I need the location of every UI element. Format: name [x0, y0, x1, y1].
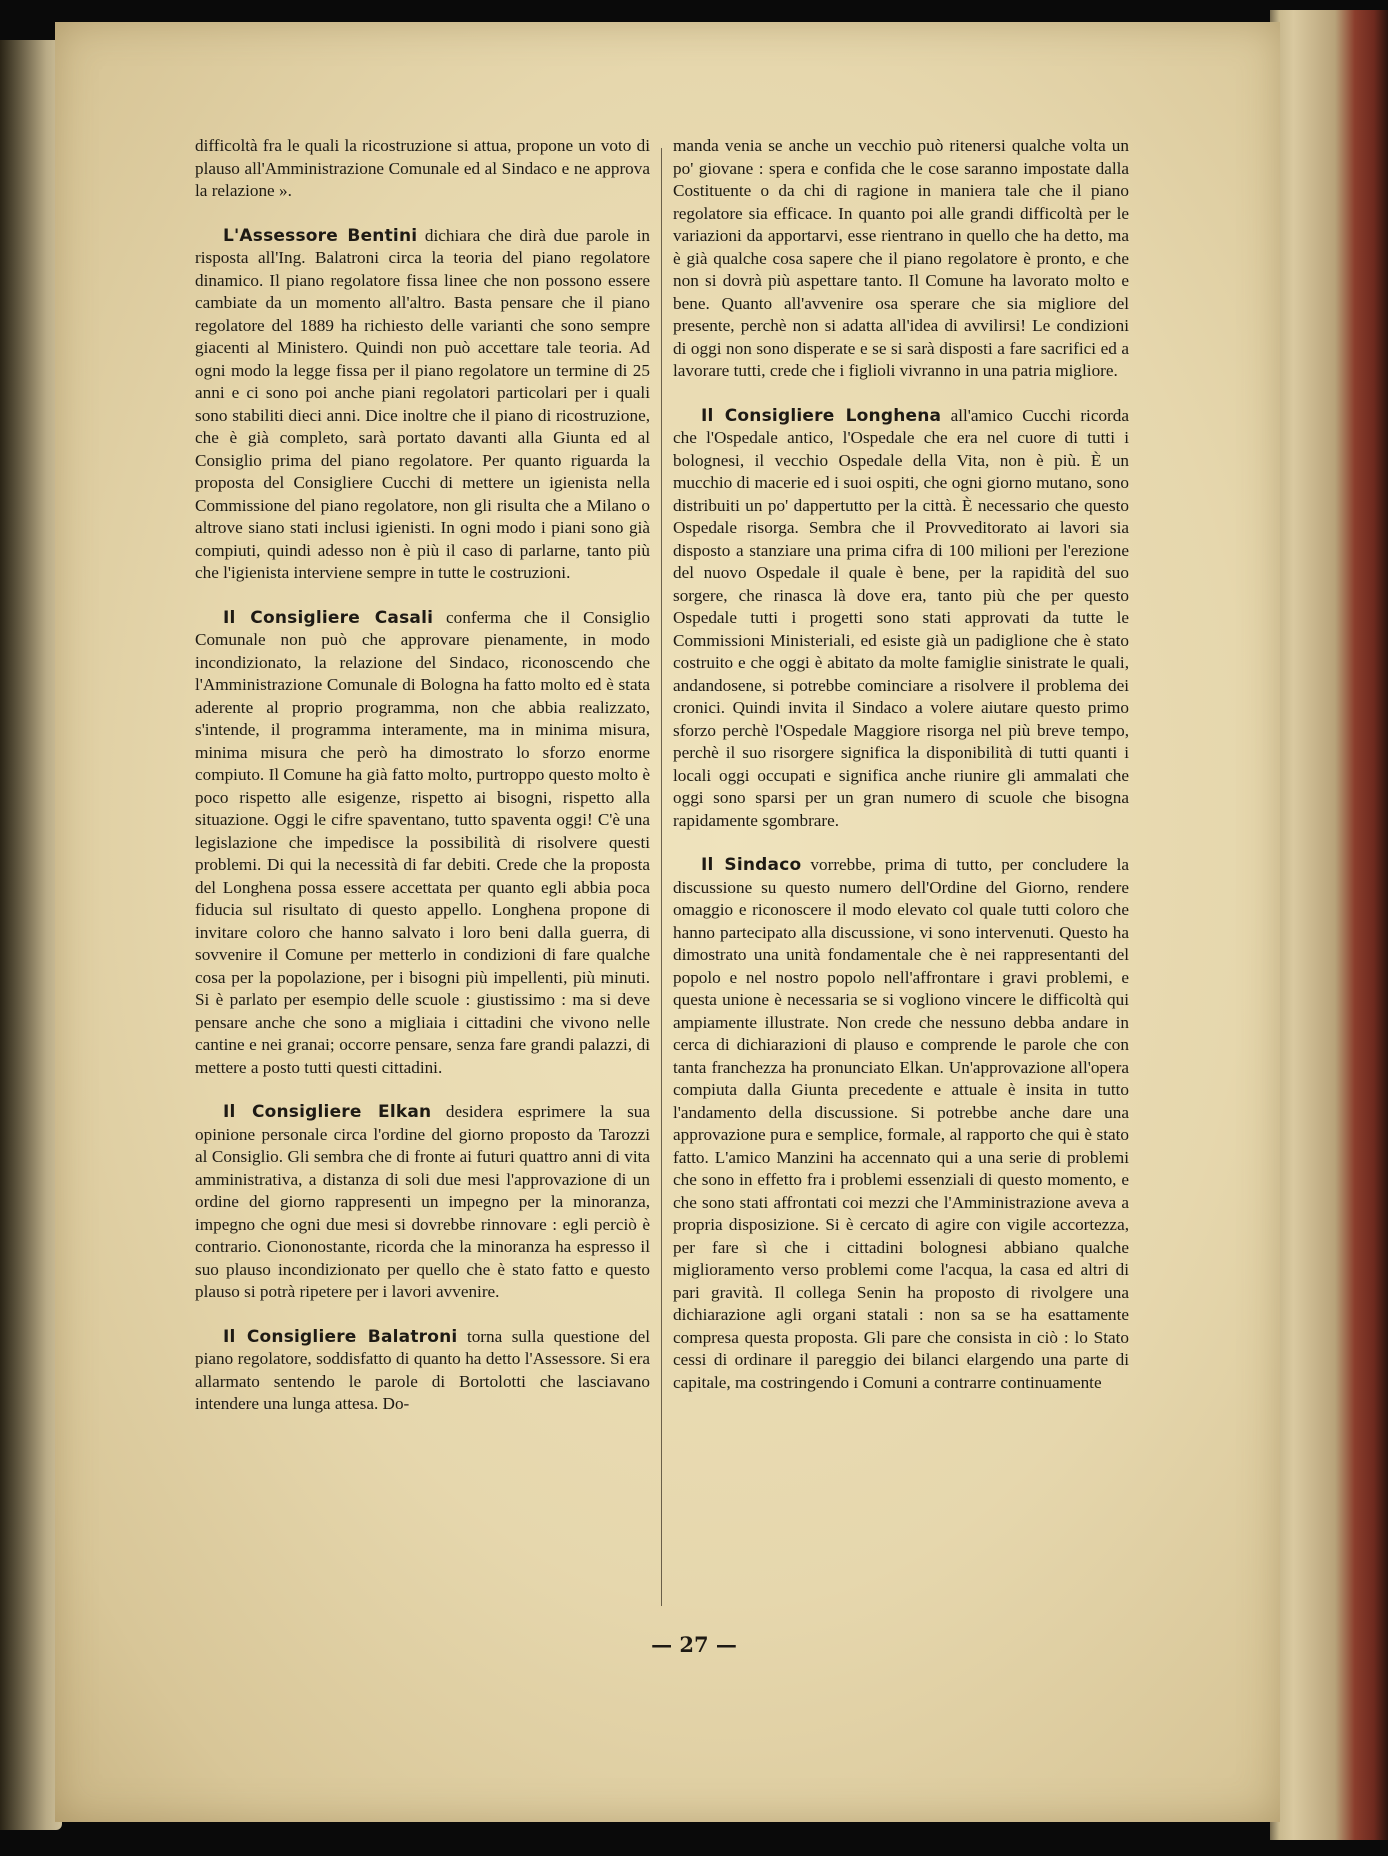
speaker-name: Il Sindaco [701, 855, 802, 875]
speaker-name: L'Assessore Bentini [223, 225, 418, 246]
speaker-name: Il Consigliere Balatroni [223, 1326, 458, 1347]
paragraph: Il Sindaco vorrebbe, prima di tutto, per concludere la discussione su questo numero dell'Ordine del Giorno, rendere omaggio e riconoscere il modo elevato col quale tutti coloro che hanno partecipato alla discussione, vi sono intervenuti. Questo ha dimostrato una unità fondamentale che è nei rappresentanti del popolo e nel nostro popolo nell'affrontare i gravi problemi, e questa unione è necessaria se si vogliono vincere le difficoltà qui ampiamente illustrate. Non crede che nessuno debba andare in cerca di dichiarazioni di plauso e comprende le parole che con tanta franchezza ha pronunciato Elkan. Un'approvazione all'opera compiuta dalla Giunta precedente e attuale è insita in tutto l'andamento della discussione. Si potrebbe anche dare una approvazione pura e semplice, formale, al rapporto che qui è stato fatto. L'amico Manzini ha accennato qui a una serie di problemi che sono in effetto fra i problemi essenziali di questo momento, e che sono stati affrontati coi mezzi che l'Amministrazione aveva a propria disposizione. Si è cercato di agire con vigile accortezza, per fare sì che i cittadini bolognesi abbiano qualche miglioramento verso problemi come l'acqua, la casa ed altri di pari gravità. Il collega Senin ha proposto di rivolgere una dichiarazione agli organi statali : non sa se ha esattamente compresa questa proposta. Gli pare che consista in ciò : lo Stato cessi di ordinare il pareggio dei bilanci elargendo una parte di capitale, ma costringendo i Comuni a contrarre continuamente [673, 855, 1129, 1392]
book-edge-right [1270, 10, 1388, 1840]
paragraph: manda venia se anche un vecchio può ritenersi qualche volta un po' giovane : spera e confida che le cose saranno impostate dalla Costituente o da chi di ragione in maniera tale che il piano regolatore sia efficace. In quanto poi alle grandi difficoltà per le variazioni da apportarvi, esse rientrano in quello che ha detto, ma è già qualche cosa sapere che il piano regolatore è pronto, e che non si dovrà più aspettare tanto. Il Comune ha lavorato molto e bene. Quanto all'avvenire osa sperare che sia migliore del presente, perchè non si adatta all'idea di avvilirsi! Le condizioni di oggi non sono disperate e se si sarà disposti a fare sacrifici ed a lavorare tutti, crede che i figlioli vivranno in una patria migliore. [673, 136, 1129, 380]
speaker-name: Il Consigliere Longhena [701, 405, 942, 426]
speaker-name: Il Consigliere Casali [223, 607, 434, 628]
paragraph: Il Consigliere Balatroni torna sulla questione del piano regolatore, soddisfatto di quanto ha detto l'Assessore. Si era allarmato sentendo le parole di Bortolotti che lasciavano intendere una lunga attesa. Do- [195, 1326, 650, 1413]
paragraph: Il Consigliere Longhena all'amico Cucchi ricorda che l'Ospedale antico, l'Ospedale che era nel cuore di tutti i bolognesi, il vecchio Ospedale della Vita, non è più. È un mucchio di macerie ed i suoi ospiti, che ogni giorno mutano, sono distribuiti un po' dappertutto per la città. È necessario che questo Ospedale risorga. Sembra che il Provveditorato ai lavori sia disposto a stanziare una prima cifra di 100 milioni per l'erezione del nuovo Ospedale il quale è bene, per la rapidità del suo sorgere, che rinasca là dove era, tanto più che per questo Ospedale tutti i progetti sono stati approvati da tutte le Commissioni Ministeriali, ed esiste già un padiglione che è stato costruito e che oggi è abitato da molte famiglie sinistrate le quali, andandosene, si potrebbe cominciare a risolvere il problema dei cronici. Quindi invita il Sindaco a volere aiutare questo primo sforzo perchè l'Ospedale Maggiore risorga nel più breve tempo, perchè il suo risorgere significa la disponibilità di tutti quanti i locali oggi occupati e significa anche riunire gli ammalati che oggi sono sparsi per un gran numero di scuole che bisogna rapidamente sgombrare. [673, 405, 1129, 830]
paragraph: Il Consigliere Elkan desidera esprimere la sua opinione personale circa l'ordine del giorno proposto da Tarozzi al Consiglio. Gli sembra che di fronte ai futuri quattro anni di vita amministrativa, a distanza di soli due mesi l'approvazione di un ordine del giorno rappresenti un impegno per la minoranza, impegno che ogni due mesi si dovrebbe rinnovare : egli perciò è contrario. Ciononostante, ricorda che la minoranza ha espresso il suo plauso incondizionato per quello che è stato fatto e questo plauso si potrà ripetere per i lavori avvenire. [195, 1102, 650, 1301]
paragraph: L'Assessore Bentini dichiara che dirà due parole in risposta all'Ing. Balatroni circa la teoria del piano regolatore dinamico. Il piano regolatore fissa linee che non possono essere cambiate da un momento all'altro. Basta pensare che il piano regolatore del 1889 ha richiesto delle varianti che sono sempre giacenti al Ministero. Quindi non può accettare tale teoria. Ad ogni modo la legge fissa per il piano regolatore un termine di 25 anni e ci sono poi anche piani regolatori particolari per i quali sono stabiliti dieci anni. Dice inoltre che il piano di ricostruzione, che è già completo, sarà portato davanti alla Giunta ed al Consiglio prima del piano regolatore. Per quanto riguarda la proposta del Consigliere Cucchi di mettere un igienista nella Commissione del piano regolatore, non gli risulta che a Milano o altrove siano stati inclusi igienisti. In ogni modo i piani sono già compiuti, quindi adesso non è più il caso di parlarne, tanto più che l'igienista interviene sempre in tutte le costruzioni. [195, 225, 650, 582]
paragraph: Il Consigliere Casali conferma che il Consiglio Comunale non può che approvare pienamente, in modo incondizionato, la relazione del Sindaco, riconoscendo che l'Amministrazione Comunale di Bologna ha fatto molto ed è stata aderente al proprio programma, non che abbia realizzato, s'intende, il programma interamente, ma in minima misura, minima misura che però ha dimostrato lo sforzo enorme compiuto. Il Comune ha già fatto molto, purtroppo questo molto è poco rispetto alle esigenze, rispetto ai bisogni, rispetto alla situazione. Oggi le cifre spaventano, tutto spaventa oggi! C'è una legislazione che impedisce la possibilità di risolvere questi problemi. Di qui la necessità di far debiti. Crede che la proposta del Longhena possa essere accettata per quanto egli abbia poca fiducia sul risultato di questo appello. Longhena propone di invitare coloro che hanno salvato i loro beni dalla guerra, di sovvenire il Comune per metterlo in condizioni di fare qualche cosa per la popolazione, per i bisogni più impellenti, più minuti. Si è parlato per esempio delle scuole : giustissimo : ma si deve pensare anche che sono a migliaia i cittadini che vivono nelle cantine e nei granai; occorre pensare, senza fare grandi palazzi, di mettere a posto tutti questi cittadini. [195, 607, 650, 1077]
page-number: — 27 — [651, 1632, 737, 1657]
book-edge-left [0, 40, 62, 1830]
left-column [195, 135, 650, 1438]
speaker-name: Il Consigliere Elkan [223, 1102, 432, 1122]
paragraph: difficoltà fra le quali la ricostruzione si attua, propone un voto di plauso all'Amministrazione Comunale ed al Sindaco e ne approva la relazione ». [195, 136, 650, 200]
column-divider [661, 148, 662, 1606]
right-column [673, 135, 1129, 1416]
